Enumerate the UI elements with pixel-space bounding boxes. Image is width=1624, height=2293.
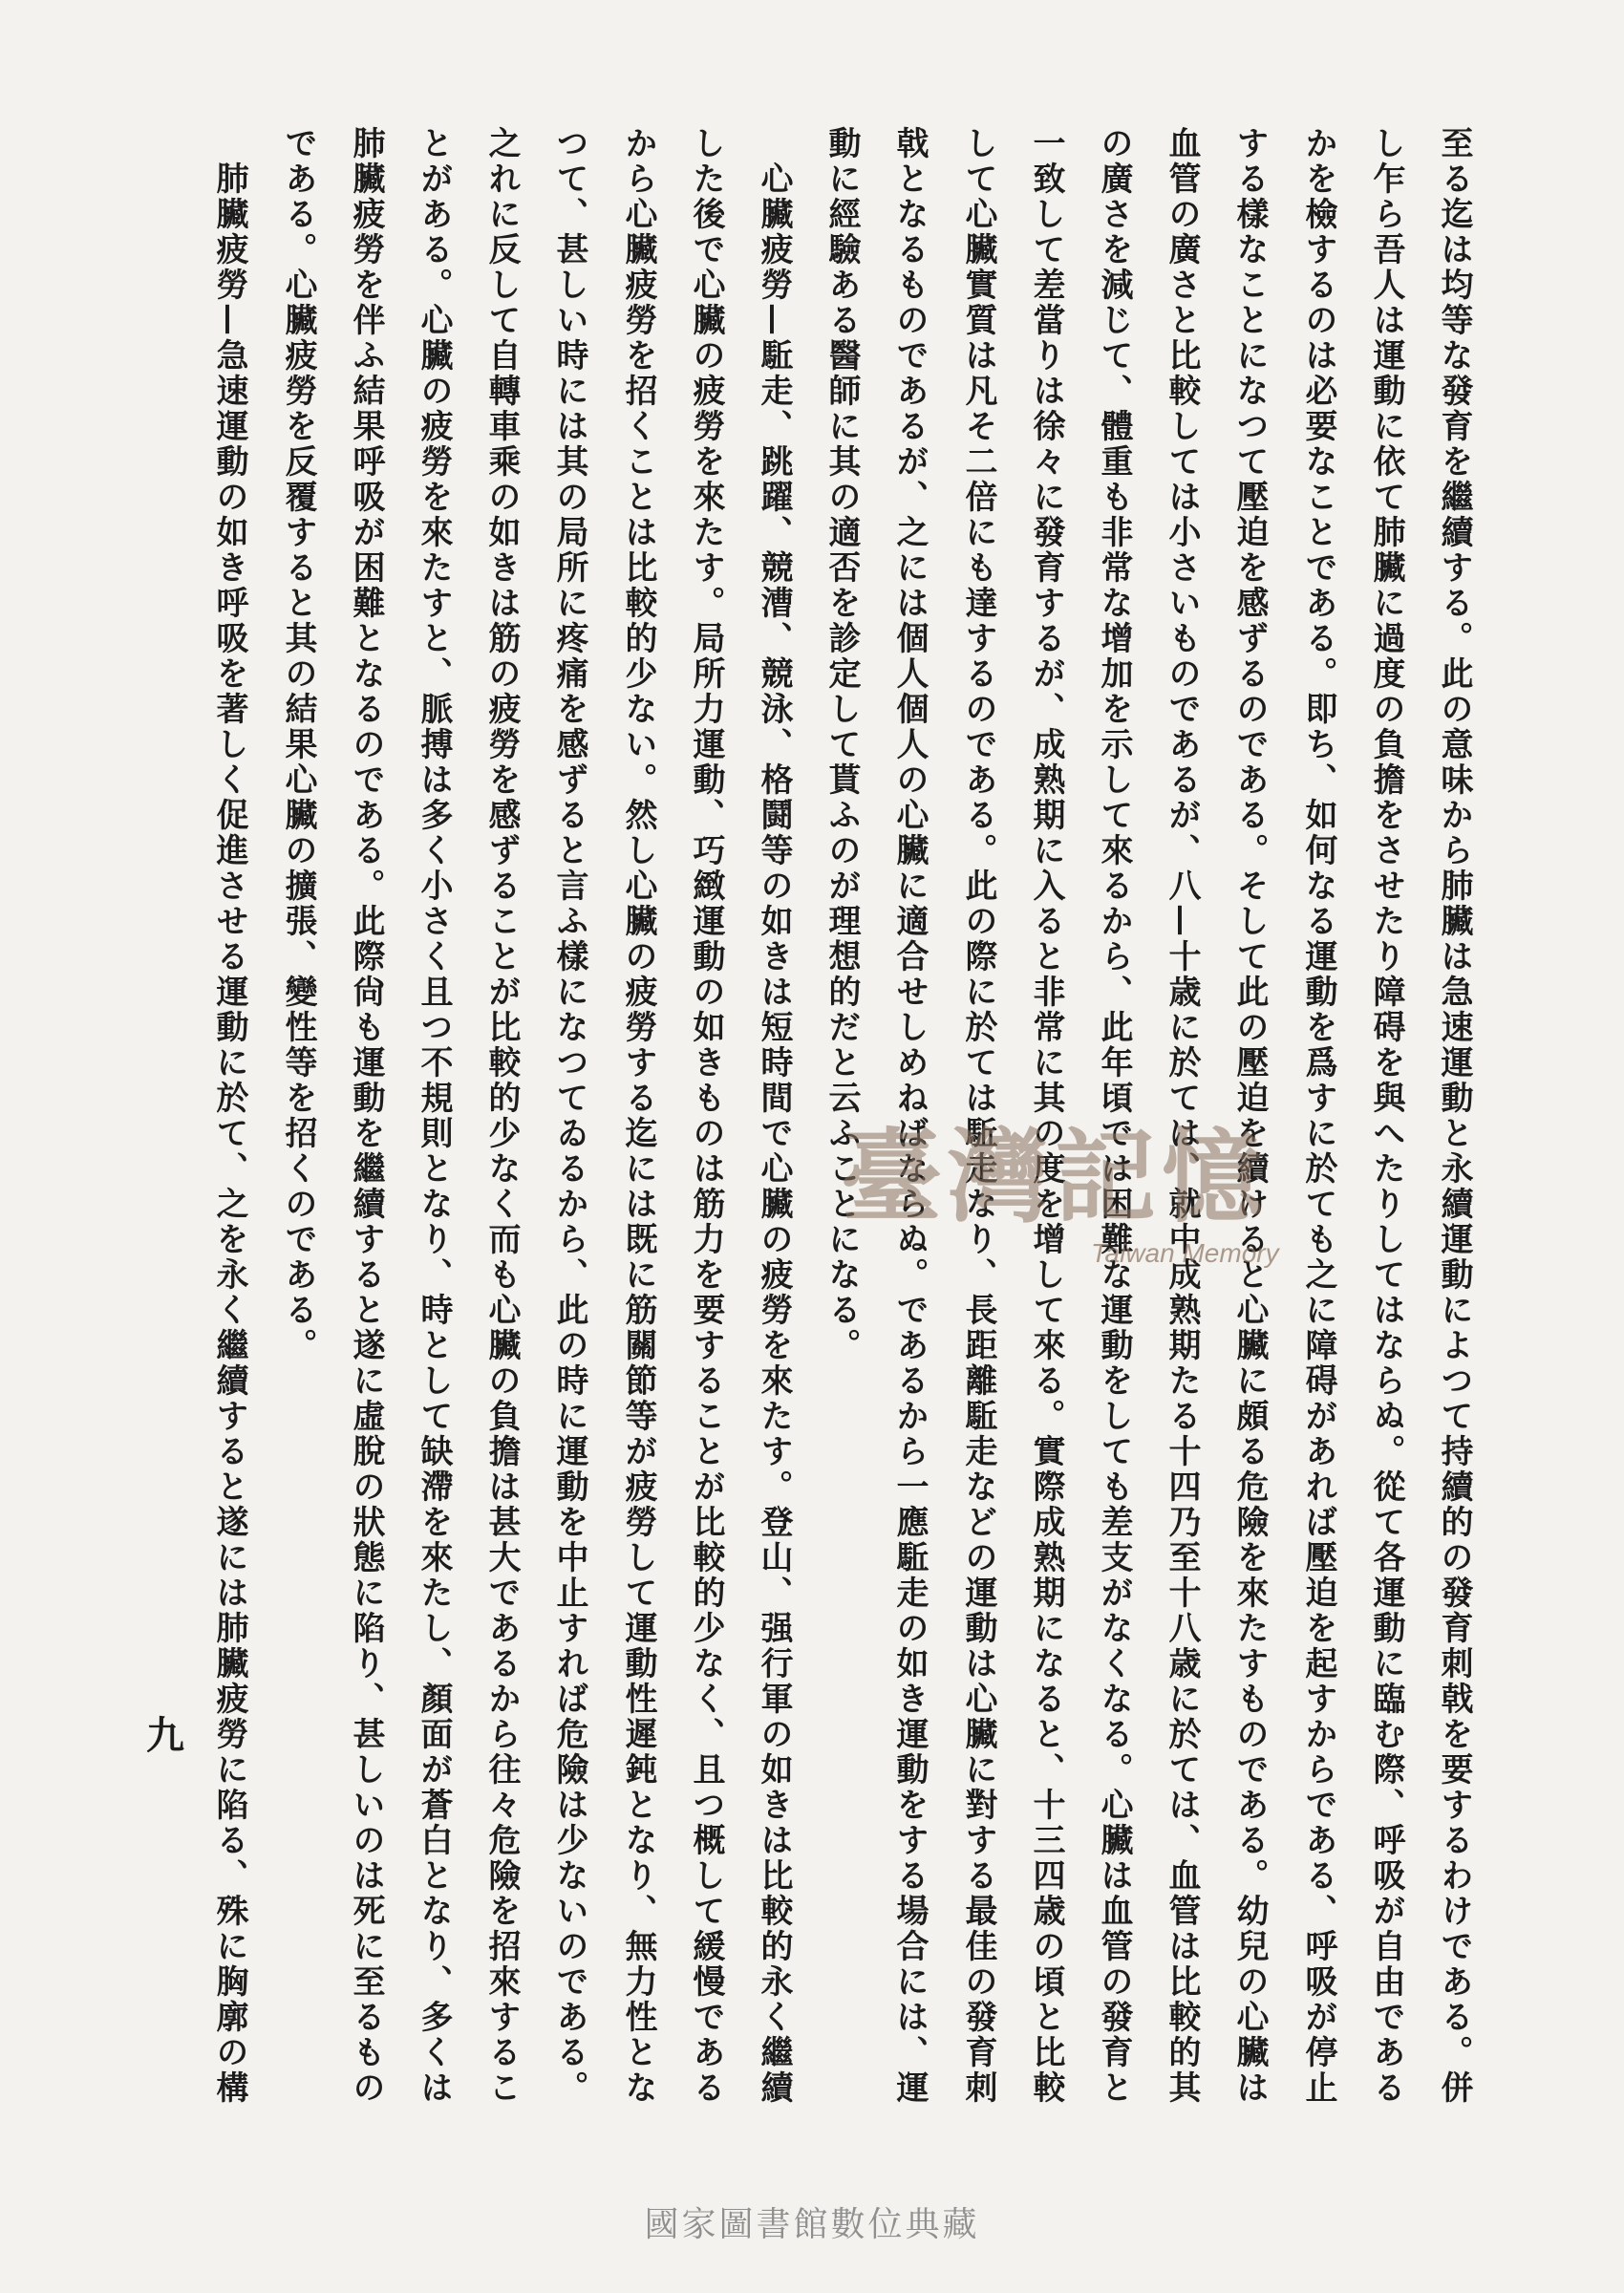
- text-column: 一致して差當りは徐々に發育するが、成熟期に入ると非常に其の度を增して來る。實際成熟期になると、十三四歳の頃と比較: [1027, 126, 1065, 2106]
- watermark-subtitle: Taiwan Memory: [1091, 1238, 1279, 1268]
- text-column: から心臟疲勞を招くことは比較的少ない。然し心臟の疲勞する迄には既に筋關節等が疲勞して運動性遲鈍となり、無力性とな: [619, 126, 657, 2106]
- page-number: 九: [146, 1713, 184, 1758]
- text-column: する樣なことになつて壓迫を感ずるのである。そして此の壓迫を續けると心臟に頗る危險を來たすものである。幼兒の心臟は: [1230, 126, 1269, 2106]
- text-column: 至る迄は均等な發育を繼續する。此の意味から肺臟は急速運動と永續運動によつて持續的の發育刺戟を要するわけである。併: [1435, 126, 1473, 2106]
- text-column: 血管の廣さと比較しては小さいものであるが、八—十歳に於ては、就中成熟期たる十四乃至十八歳に於ては、血管は比較的其: [1163, 126, 1201, 2106]
- text-column: 戟となるものであるが、之には個人個人の心臟に適合せしめねばならぬ。であるから一應駈走の如き運動をする場合には、運: [890, 126, 929, 2106]
- text-column: である。心臟疲勞を反覆すると其の結果心臟の擴張、變性等を招くのである。: [279, 126, 317, 1363]
- text-column: の廣さを減じて、體重も非常な增加を示して來るから、此年頃では困難な運動をしても差支がなくなる。心臟は血管の發育と: [1095, 126, 1133, 2106]
- text-column: 肺臟疲勞を伴ふ結果呼吸が困難となるのである。此際尙も運動を繼續すると遂に虛脫の狀態に陷り、甚しいのは死に至るもの: [347, 126, 385, 2106]
- text-column: 肺臟疲勞—急速運動の如き呼吸を著しく促進させる運動に於て、之を永く繼續すると遂には肺臟疲勞に陷る、殊に胸廓の構: [210, 126, 248, 2106]
- text-column: 心臟疲勞—駈走、跳躍、競漕、競泳、格鬪等の如きは短時間で心臟の疲勞を來たす。登山、强行軍の如きは比較的永く繼續: [755, 126, 793, 2106]
- watermark-title: 臺灣記憶: [841, 1117, 1269, 1236]
- footer-credit: 國家圖書館數位典藏: [644, 2205, 980, 2244]
- text-column: した後で心臟の疲勞を來たす。局所力運動、巧緻運動の如きものは筋力を要することが比較的少なく、且つ概して緩慢である: [687, 126, 725, 2106]
- text-column: とがある。心臟の疲勞を來たすと、脈搏は多く小さく且つ不規則となり、時として缺滯を來たし、顏面が蒼白となり、多くは: [415, 126, 453, 2106]
- text-column: かを檢するのは必要なことである。即ち、如何なる運動を爲すに於ても之に障碍があれば壓迫を起すからである、呼吸が停止: [1299, 126, 1337, 2106]
- text-column: 動に經驗ある醫師に其の適否を診定して貰ふのが理想的だと云ふことになる。: [823, 126, 861, 1363]
- text-column: し乍ら吾人は運動に依て肺臟に過度の負擔をさせたり障碍を與へたりしてはならぬ。從て各運動に臨む際、呼吸が自由である: [1367, 126, 1405, 2106]
- text-column: つて、甚しい時には其の局所に疼痛を感ずると言ふ樣になつてゐるから、此の時に運動を中止すれば危險は少ないのである。: [550, 126, 588, 2106]
- text-column: 之れに反して自轉車乘の如きは筋の疲勞を感ずることが比較的少なく而も心臟の負擔は甚大であるから往々危險を招來するこ: [482, 126, 521, 2106]
- text-column: して心臟實質は凡そ二倍にも達するのである。此の際に於ては駈走なり、長距離駈走などの運動は心臟に對する最佳の發育刺: [959, 126, 997, 2106]
